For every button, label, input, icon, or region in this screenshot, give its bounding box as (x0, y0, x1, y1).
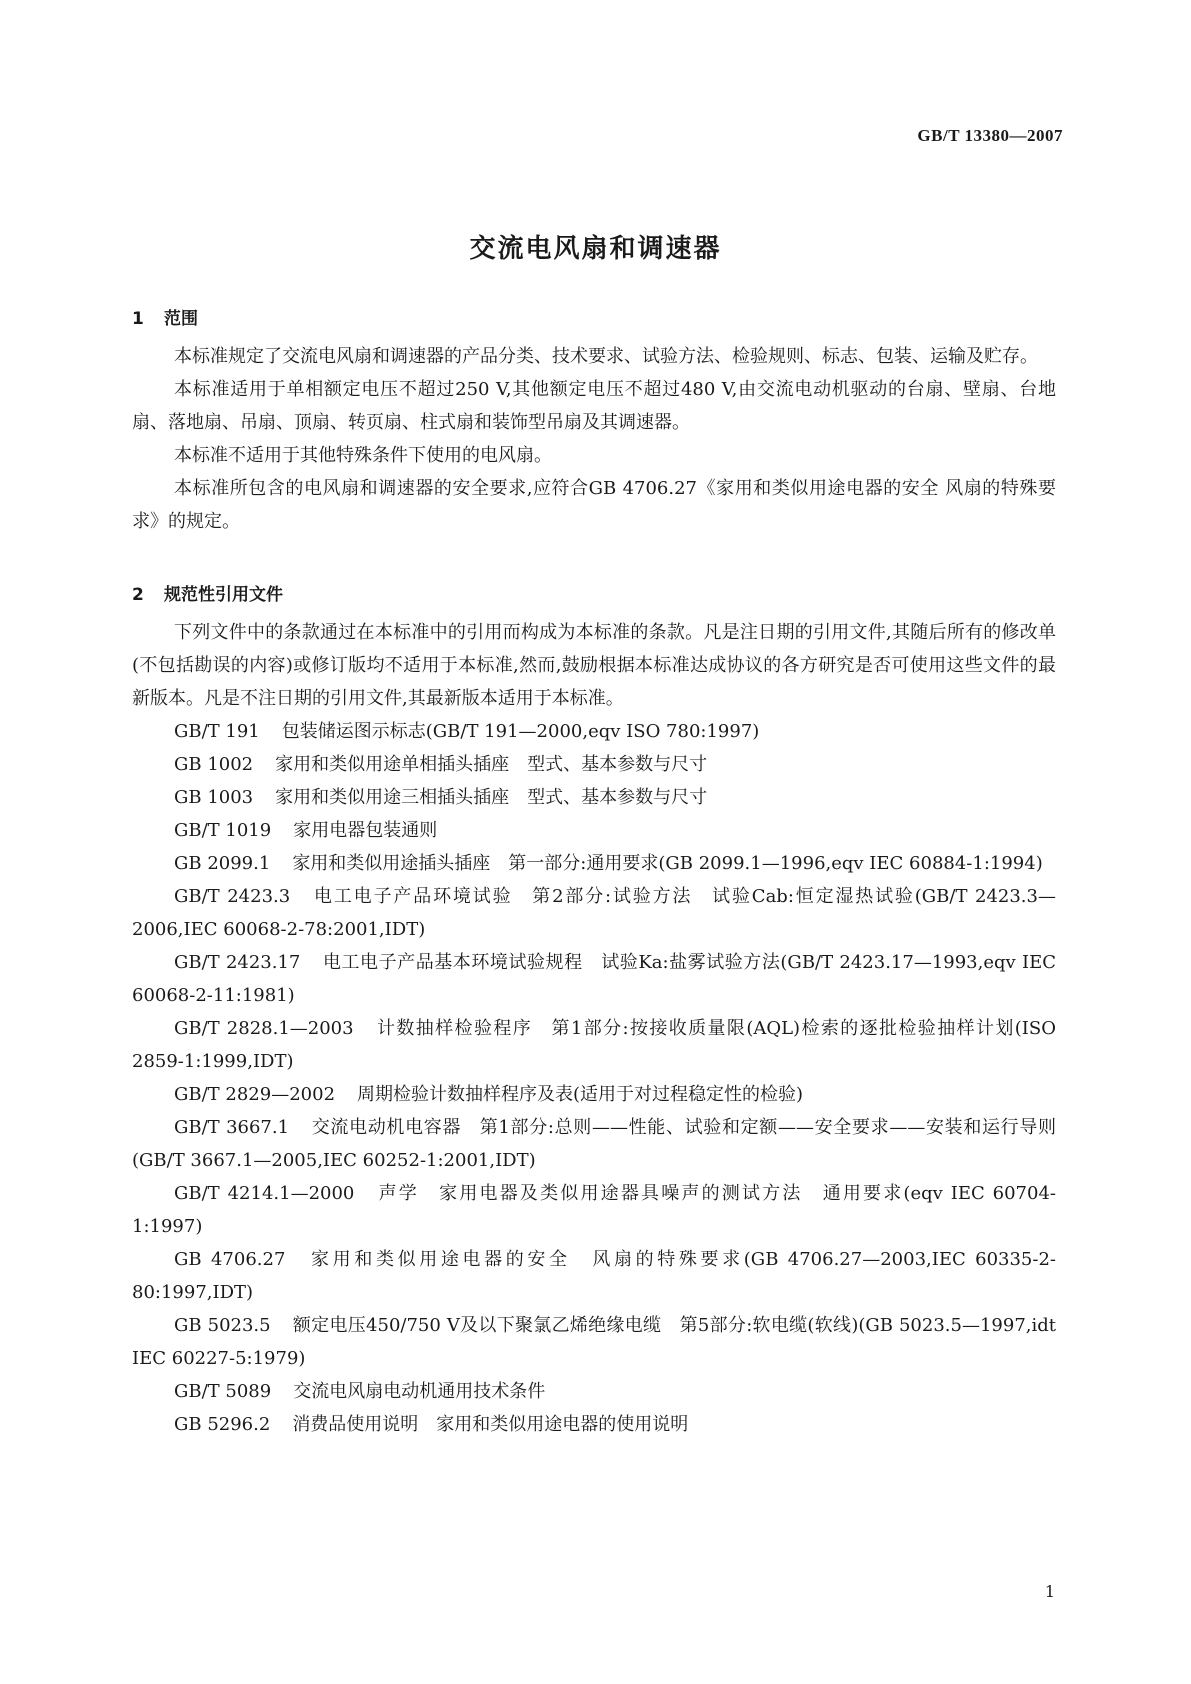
reference-title: 家用电器包装通则 (293, 820, 438, 841)
reference-item (132, 1177, 1056, 1243)
reference-item (132, 748, 1056, 781)
reference-item (132, 1111, 1056, 1177)
page-title: 交流电风扇和调速器 (469, 234, 722, 264)
reference-item (132, 814, 1056, 847)
reference-code: GB 2099.1 (174, 853, 271, 874)
reference-item (132, 781, 1056, 814)
reference-code: GB/T 4214.1—2000 (174, 1183, 355, 1204)
reference-title: 电工电子产品基本环境试验规程 试验Ka:盐雾试验方法(GB/T 2423.17—1993,eqv IEC 60068-2-11:1981) (132, 952, 1056, 1006)
standard-code: GB/T 13380—2007 (917, 126, 1063, 145)
reference-title: 电工电子产品环境试验 第2部分:试验方法 试验Cab:恒定湿热试验(GB/T 2423.3—2006,IEC 60068-2-78:2001,IDT) (132, 886, 1056, 940)
reference-item (132, 1078, 1056, 1111)
reference-code: GB/T 1019 (174, 820, 272, 841)
reference-item (132, 1309, 1056, 1375)
reference-title: 家用和类似用途单相插头插座 型式、基本参数与尺寸 (275, 754, 708, 775)
section-heading-normative-references (132, 580, 283, 605)
reference-item (132, 880, 1056, 946)
reference-code: GB/T 2423.3 (174, 886, 291, 907)
reference-title: 交流电风扇电动机通用技术条件 (293, 1381, 546, 1402)
reference-item (132, 1408, 1056, 1441)
reference-title: 消费品使用说明 家用和类似用途电器的使用说明 (292, 1414, 689, 1435)
reference-code: GB/T 3667.1 (174, 1117, 290, 1138)
reference-code: GB/T 2423.17 (174, 952, 301, 973)
reference-item (132, 1375, 1056, 1408)
reference-title: 包装储运图示标志(GB/T 191—2000,eqv ISO 780:1997) (281, 721, 760, 742)
reference-item (132, 847, 1056, 880)
reference-code: GB 1002 (174, 754, 254, 775)
reference-code: GB/T 5089 (174, 1381, 272, 1402)
reference-item (132, 1243, 1056, 1309)
section-scope-body (132, 340, 1056, 538)
paragraph: 本标准规定了交流电风扇和调速器的产品分类、技术要求、试验方法、检验规则、标志、包装、运输及贮存。 (174, 346, 1038, 367)
reference-code: GB 5023.5 (174, 1315, 271, 1336)
reference-title: 交流电动机电容器 第1部分:总则——性能、试验和定额——安全要求——安装和运行导则(GB/T 3667.1—2005,IEC 60252-1:2001,IDT) (132, 1117, 1057, 1171)
reference-code: GB/T 2829—2002 (174, 1084, 336, 1105)
paragraph: 本标准适用于单相额定电压不超过250 V,其他额定电压不超过480 V,由交流电动机驱动的台扇、壁扇、台地扇、落地扇、吊扇、顶扇、转页扇、柱式扇和装饰型吊扇及其调速器。 (132, 379, 1056, 433)
reference-title: 计数抽样检验程序 第1部分:按接收质量限(AQL)检索的逐批检验抽样计划(ISO 2859-1:1999,IDT) (132, 1018, 1056, 1072)
reference-title: 家用和类似用途三相插头插座 型式、基本参数与尺寸 (275, 787, 708, 808)
reference-code: GB/T 191 (174, 721, 260, 742)
section-number: 1 (132, 309, 144, 329)
paragraph: 本标准所包含的电风扇和调速器的安全要求,应符合GB 4706.27《家用和类似用途电器的安全 风扇的特殊要求》的规定。 (132, 478, 1056, 532)
reference-title: 周期检验计数抽样程序及表(适用于对过程稳定性的检验) (357, 1084, 804, 1105)
section-heading-scope (132, 304, 198, 329)
reference-item (132, 715, 1056, 748)
reference-code: GB/T 2828.1—2003 (174, 1018, 354, 1039)
reference-item (132, 946, 1056, 1012)
reference-title: 额定电压450/750 V及以下聚氯乙烯绝缘电缆 第5部分:软电缆(软线)(GB 5023.5—1997,idt IEC 60227-5:1979) (132, 1315, 1057, 1369)
reference-title: 家用和类似用途插头插座 第一部分:通用要求(GB 2099.1—1996,eqv IEC 60884-1:1994) (292, 853, 1043, 874)
paragraph: 本标准不适用于其他特殊条件下使用的电风扇。 (174, 445, 552, 466)
reference-title: 声学 家用电器及类似用途器具噪声的测试方法 通用要求(eqv IEC 60704-1:1997) (132, 1183, 1056, 1237)
section-title: 规范性引用文件 (164, 585, 283, 605)
page-number: 1 (1044, 1582, 1055, 1601)
reference-code: GB 4706.27 (174, 1249, 286, 1270)
reference-code: GB 5296.2 (174, 1414, 271, 1435)
paragraph: 下列文件中的条款通过在本标准中的引用而构成为本标准的条款。凡是注日期的引用文件,其随后所有的修改单(不包括勘误的内容)或修订版均不适用于本标准,然而,鼓励根据本标准达成协议的各方研究是否可使用这些文件的最新版本。凡是不注日期的引用文件,其最新版本适用于本标准。 (132, 622, 1056, 709)
reference-code: GB 1003 (174, 787, 254, 808)
reference-title: 家用和类似用途电器的安全 风扇的特殊要求(GB 4706.27—2003,IEC 60335-2-80:1997,IDT) (132, 1249, 1057, 1303)
section-number: 2 (132, 585, 144, 605)
reference-item (132, 1012, 1056, 1078)
section-references-body (132, 616, 1056, 1441)
section-title: 范围 (164, 309, 198, 329)
